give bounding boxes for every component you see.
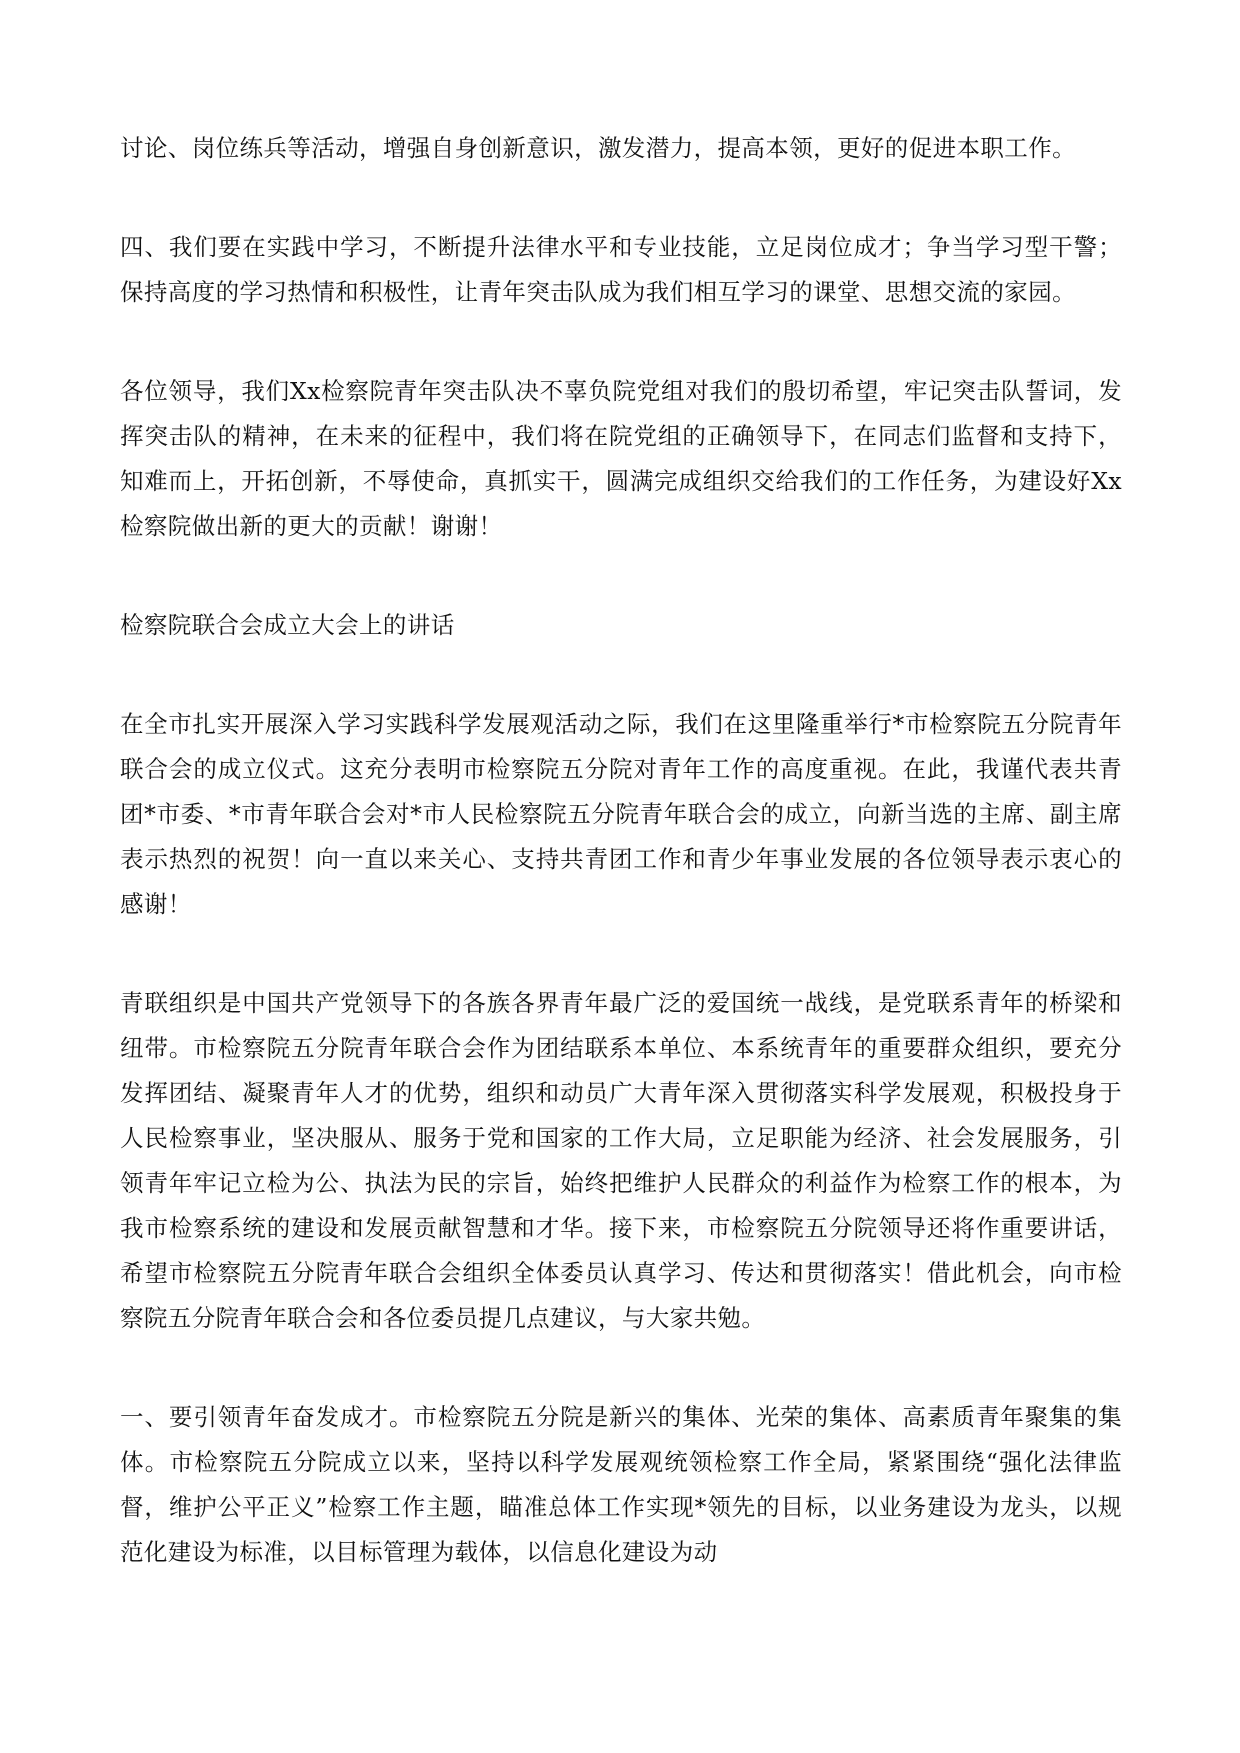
paragraph-opening: 在全市扎实开展深入学习实践科学发展观活动之际，我们在这里隆重举行*市检察院五分院青年联合会的成立仪式。这充分表明市检察院五分院对青年工作的高度重视。在此，我谨代表共青团*市委、*市青年联合会对*市人民检察院五分院青年联合会的成立，向新当选的主席、副主席表示热烈的祝贺！向一直以来关心、支持共青团工作和青少年事业发展的各位领导表示衷心的感谢！ xyxy=(120,710,1122,918)
paragraph-youth-federation: 青联组织是中国共产党领导下的各族各界青年最广泛的爱国统一战线，是党联系青年的桥梁和纽带。市检察院五分院青年联合会作为团结联系本单位、本系统青年的重要群众组织，要充分发挥团结、凝聚青年人才的优势，组织和动员广大青年深入贯彻落实科学发展观，积极投身于人民检察事业，坚决服从、服务于党和国家的工作大局，立足职能为经济、社会发展服务，引领青年牢记立检为公、执法为民的宗旨，始终把维护人民群众的利益作为检察工作的根本，为我市检察系统的建设和发展贡献智慧和才华。接下来，市检察院五分院领导还将作重要讲话，希望市检察院五分院青年联合会组织全体委员认真学习、传达和贯彻落实！借此机会，向市检察院五分院青年联合会和各位委员提几点建议，与大家共勉。 xyxy=(120,989,1122,1332)
paragraph-closing: 各位领导，我们Xx检察院青年突击队决不辜负院党组对我们的殷切希望，牢记突击队誓词，发挥突击队的精神，在未来的征程中，我们将在院党组的正确领导下，在同志们监督和支持下，知难而上，开拓创新，不辱使命，真抓实干，圆满完成组织交给我们的工作任务，为建设好Xx检察院做出新的更大的贡献！谢谢！ xyxy=(120,377,1122,540)
paragraph-continuation: 讨论、岗位练兵等活动，增强自身创新意识，激发潜力，提高本领，更好的促进本职工作。 xyxy=(120,134,1076,162)
paragraph-point-one: 一、要引领青年奋发成才。市检察院五分院是新兴的集体、光荣的集体、高素质青年聚集的集体。市检察院五分院成立以来，坚持以科学发展观统领检察工作全局，紧紧围绕“强化法律监督，维护公平正义”检察工作主题，瞄准总体工作实现*领先的目标，以业务建设为龙头，以规范化建设为标准，以目标管理为载体，以信息化建设为动 xyxy=(120,1403,1122,1566)
paragraph-point-four: 四、我们要在实践中学习，不断提升法律水平和专业技能，立足岗位成才；争当学习型干警；保持高度的学习热情和积极性，让青年突击队成为我们相互学习的课堂、思想交流的家园。 xyxy=(120,233,1122,306)
section-heading: 检察院联合会成立大会上的讲话 xyxy=(120,611,455,639)
